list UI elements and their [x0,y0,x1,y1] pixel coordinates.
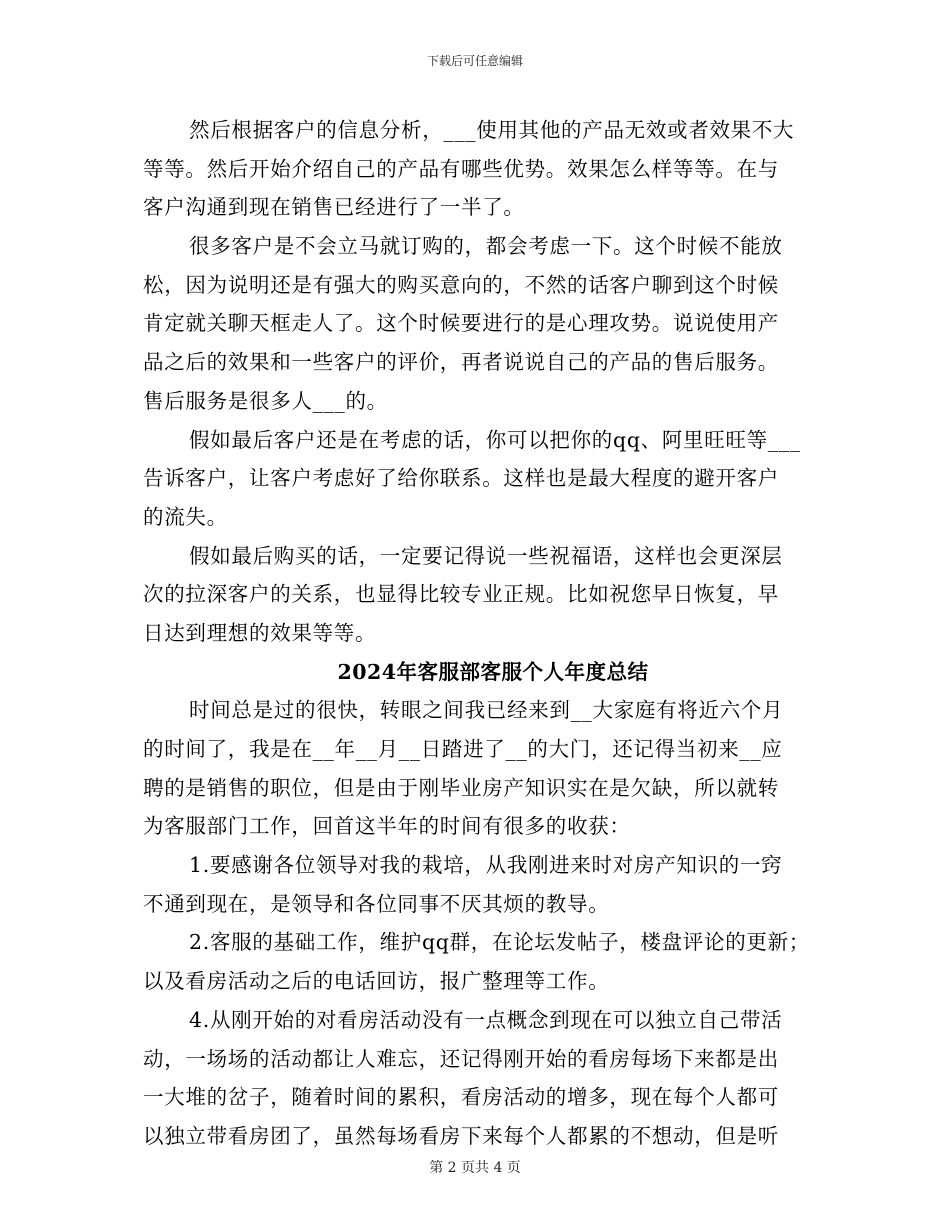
text-line: 以及看房活动之后的电话回访，报广整理等工作。 [143,969,610,994]
text-line: 以独立带看房团了，虽然每场看房下来每个人都累的不想动，但是听 [143,1123,779,1148]
text-line: 告诉客户，让客户考虑好了给你联系。这样也是最大程度的避开客户 [143,466,779,491]
text-line: 很多客户是不会立马就订购的，都会考虑一下。这个时候不能放 [189,234,783,259]
text-line: 松，因为说明还是有强大的购买意向的，不然的话客户聊到这个时候 [143,272,779,297]
text-line: 2.客服的基础工作，维护qq群，在论坛发帖子，楼盘评论的更新； [189,930,811,955]
text-line: 1.要感谢各位领导对我的栽培，从我刚进来时对房产知识的一窍 [189,853,783,878]
text-line: 假如最后客户还是在考虑的话，你可以把你的qq、阿里旺旺等___ [189,427,801,452]
text-line: 一大堆的岔子，随着时间的累积，看房活动的增多，现在每个人都可 [143,1085,779,1110]
text-line: 的流失。 [143,504,228,529]
text-line: 然后根据客户的信息分析，___使用其他的产品无效或者效果不大 [189,118,795,142]
page-header: 下载后可任意编辑 [426,54,523,68]
page-footer: 第 2 页共 4 页 [429,1160,521,1176]
text-line: 动，一场场的活动都让人难忘，还记得刚开始的看房每场下来都是出 [143,1046,779,1071]
text-line: 等等。然后开始介绍自己的产品有哪些优势。效果怎么样等等。在与 [143,156,779,181]
text-line: 聘的是销售的职位，但是由于刚毕业房产知识实在是欠缺，所以就转 [143,775,779,800]
text-line: 品之后的效果和一些客户的评价，再者说说自己的产品的售后服务。 [143,350,779,375]
text-line: 肯定就关聊天框走人了。这个时候要进行的是心理攻势。说说使用产 [143,311,779,336]
text-line: 假如最后购买的话，一定要记得说一些祝福语，这样也会更深层 [189,543,783,568]
text-line: 4.从刚开始的对看房活动没有一点概念到现在可以独立自己带活 [189,1007,783,1032]
text-line: 售后服务是很多人___的。 [143,388,388,413]
text-line: 次的拉深客户的关系，也显得比较专业正规。比如祝您早日恢复，早 [143,582,779,607]
text-line: 日达到理想的效果等等。 [143,620,377,645]
text-line: 不通到现在，是领导和各位同事不厌其烦的教导。 [143,891,610,916]
text-line: 时间总是过的很快，转眼之间我已经来到__大家庭有将近六个月 [189,698,784,723]
text-line: 客户沟通到现在销售已经进行了一半了。 [143,195,525,220]
text-line: 为客服部门工作，回首这半年的时间有很多的收获： [143,814,631,839]
text-line: 的时间了，我是在__年__月__日踏进了__的大门，还记得当初来__应 [143,737,783,761]
document-body [143,111,813,1156]
section-title: 2024年客服部客服个人年度总结 [337,659,649,684]
